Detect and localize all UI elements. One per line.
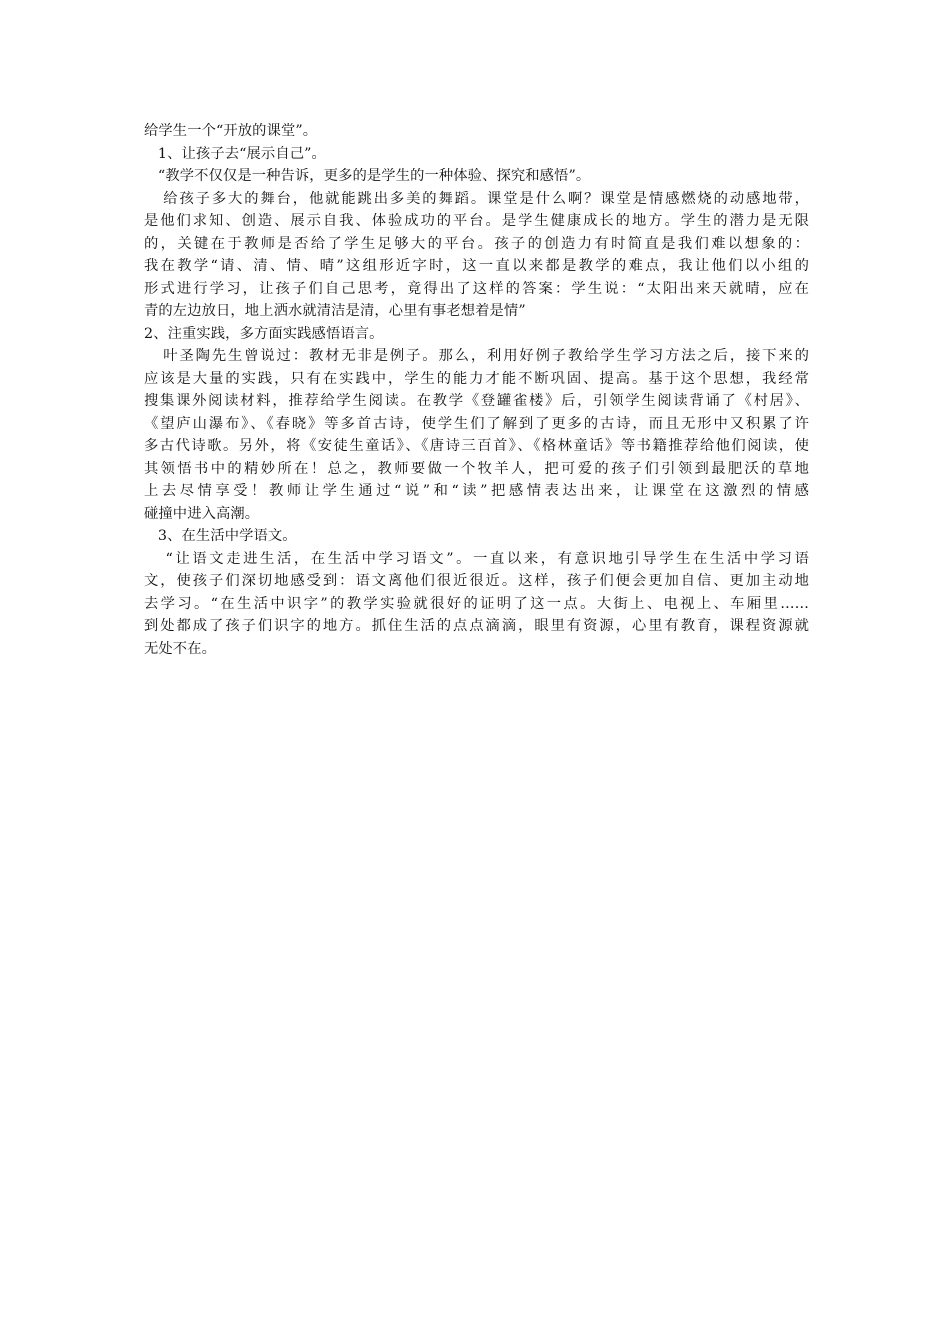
text-line: 2、注重实践，多方面实践感悟语言。	[144, 325, 384, 342]
text-line: 多古代诗歌。另外，将《安徒生童话》、《唐诗三百首》、《格林童话》等书籍推荐给他们阅读，使	[144, 438, 809, 454]
text-line: 青的左边放日，地上洒水就清洁是清，心里有事老想着是情”	[144, 303, 526, 319]
text-line: 的，关键在于教师是否给了学生足够大的平台。孩子的创造力有时简直是我们难以想象的：	[144, 235, 809, 252]
text-line: 我在教学“请、清、情、晴”这组形近字时，这一直以来都是教学的难点，我让他们以小组的	[144, 258, 809, 274]
text-line: 上去尽情享受！教师让学生通过“说”和“读”把感情表达出来，让课堂在这激烈的情感	[144, 483, 809, 499]
text-line: 应该是大量的实践，只有在实践中，学生的能力才能不断巩固、提高。基于这个思想，我经常	[144, 370, 809, 387]
text-line: 无处不在。	[144, 640, 216, 657]
text-line: 《望庐山瀑布》、《春晓》等多首古诗，使学生们了解到了更多的古诗，而且无形中又积累了许	[144, 415, 809, 432]
text-line: 去学习。“在生活中识字”的教学实验就很好的证明了这一点。大街上、电视上、车厢里……	[144, 595, 809, 612]
text-line: “让语文走进生活，在生活中学习语文”。一直以来，有意识地引导学生在生活中学习语	[144, 550, 809, 567]
text-line: 叶圣陶先生曾说过：教材无非是例子。那么，利用好例子教给学生学习方法之后，接下来的	[144, 348, 809, 364]
text-line: 文，使孩子们深切地感受到：语文离他们很近很近。这样，孩子们便会更加自信、更加主动地	[144, 573, 809, 589]
document-body	[144, 120, 809, 660]
text-line: 碰撞中进入高潮。	[144, 505, 260, 522]
text-line: “教学不仅仅是一种告诉，更多的是学生的一种体验、探究和感悟”。	[144, 168, 591, 184]
text-line: 搜集课外阅读材料，推荐给学生阅读。在教学《登罐雀楼》后，引领学生阅读背诵了《村居》、	[144, 393, 809, 409]
text-line: 3、在生活中学语文。	[144, 528, 297, 544]
text-line: 给孩子多大的舞台，他就能跳出多美的舞蹈。课堂是什么啊？课堂是情感燃烧的动感地带，	[144, 190, 809, 207]
text-line: 到处都成了孩子们识字的地方。抓住生活的点点滴滴，眼里有资源，心里有教育，课程资源就	[144, 618, 809, 634]
text-line: 1、让孩子去“展示自己”。	[144, 145, 326, 162]
text-line: 给学生一个“开放的课堂”。	[144, 123, 318, 139]
text-line: 其领悟书中的精妙所在！总之，教师要做一个牧羊人，把可爱的孩子们引领到最肥沃的草地	[144, 460, 809, 477]
text-line: 是他们求知、创造、展示自我、体验成功的平台。是学生健康成长的地方。学生的潜力是无限	[144, 213, 809, 229]
text-line: 形式进行学习，让孩子们自己思考，竟得出了这样的答案：学生说：“太阳出来天就晴，应在	[144, 280, 809, 297]
